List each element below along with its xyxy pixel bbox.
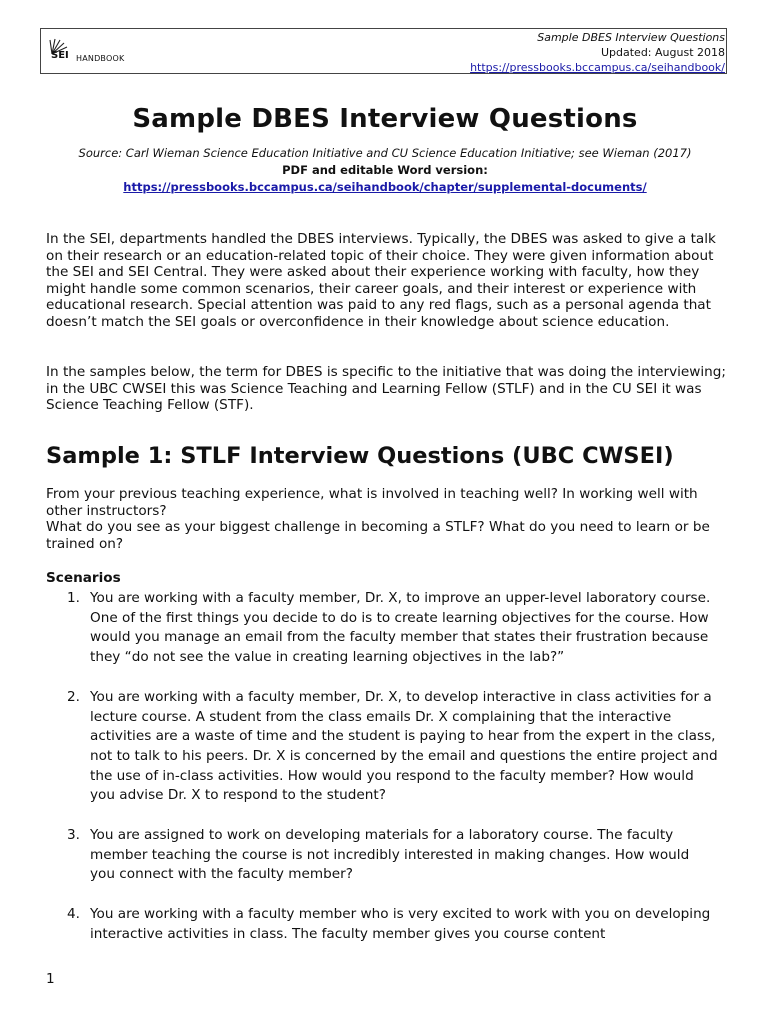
- scenario-text: You are working with a faculty member, Dr. X, to develop interactive in class activities for a lecture course. A student from the class emails Dr. X complaining that the interactive activities are a waste of time and the student is paying to hear from the expert in the class, not to talk to his peers. Dr. X is concerned by the email and questions the entire project and the use of in-class activities. How would you respond to the faculty member? How would you advise Dr. X to respond to the student?: [90, 688, 718, 804]
- scenario-number: 3.: [67, 827, 80, 844]
- scenario-number: 4.: [67, 906, 80, 923]
- sample1-question-1: From your previous teaching experience, what is involved in teaching well? In working well with other instructors?: [46, 486, 698, 519]
- scenario-item: [46, 589, 718, 668]
- scenario-number: 1.: [67, 590, 80, 606]
- logo-handbook-text: HANDBOOK: [76, 54, 125, 63]
- supplemental-documents-link[interactable]: https://pressbooks.bccampus.ca/seihandbook/chapter/supplemental-documents/: [123, 180, 647, 194]
- scenario-item: [46, 826, 718, 885]
- intro-paragraph-1: In the SEI, departments handled the DBES interviews. Typically, the DBES was asked to give a talk on their research or an education-related topic of their choice. They were given information about the SEI and SEI Central. They were asked about their experience working with faculty, how they might handle some common scenarios, their career goals, and their interest or experience with educational research. Special attention was paid to any red flags, such as a personal agenda that doesn’t match the SEI goals or overconfidence in their knowledge about science education.: [46, 231, 716, 330]
- header-doc-title: Sample DBES Interview Questions: [537, 31, 725, 44]
- header-url-link[interactable]: https://pressbooks.bccampus.ca/seihandbook/: [470, 61, 725, 74]
- source-citation: Source: Carl Wieman Science Education Initiative and CU Science Education Initiative; see Wieman (2017): [78, 146, 692, 160]
- pdf-label: PDF and editable Word version:: [282, 163, 488, 177]
- intro-paragraph-2: In the samples below, the term for DBES is specific to the initiative that was doing the interviewing; in the UBC CWSEI this was Science Teaching and Learning Fellow (STLF) and in the CU SEI it was Science Teaching Fellow (STF).: [46, 364, 727, 414]
- logo-sei-text: SEI: [51, 50, 69, 61]
- sample1-question-2: What do you see as your biggest challenge in becoming a STLF? What do you need to learn or be trained on?: [46, 519, 710, 552]
- scenario-text: You are assigned to work on developing materials for a laboratory course. The faculty member teaching the course is not incredibly interested in making changes. How would you connect with the faculty member?: [90, 827, 690, 883]
- page-number: 1: [46, 971, 55, 987]
- scenarios-heading: Scenarios: [46, 570, 121, 586]
- source-block: [0, 145, 770, 196]
- scenario-text: You are working with a faculty member, Dr. X, to improve an upper-level laboratory course. One of the first things you decide to do is to create learning objectives for the course. How would you manage an email from the faculty member that states their frustration because they “do not see the value in creating learning objectives in the lab?”: [90, 590, 711, 666]
- header-updated: Updated: August 2018: [600, 46, 725, 59]
- scenario-item: [46, 905, 718, 944]
- scenario-item: [46, 688, 718, 806]
- scenarios-list: [46, 589, 718, 965]
- scenario-text: You are working with a faculty member who is very excited to work with you on developing interactive activities in class. The faculty member gives you course content: [90, 906, 711, 942]
- header-meta: [470, 30, 725, 75]
- sample1-heading: Sample 1: STLF Interview Questions (UBC CWSEI): [46, 443, 674, 469]
- scenario-number: 2.: [67, 688, 80, 705]
- sei-handbook-logo: [46, 36, 156, 70]
- page-title: Sample DBES Interview Questions: [132, 104, 638, 134]
